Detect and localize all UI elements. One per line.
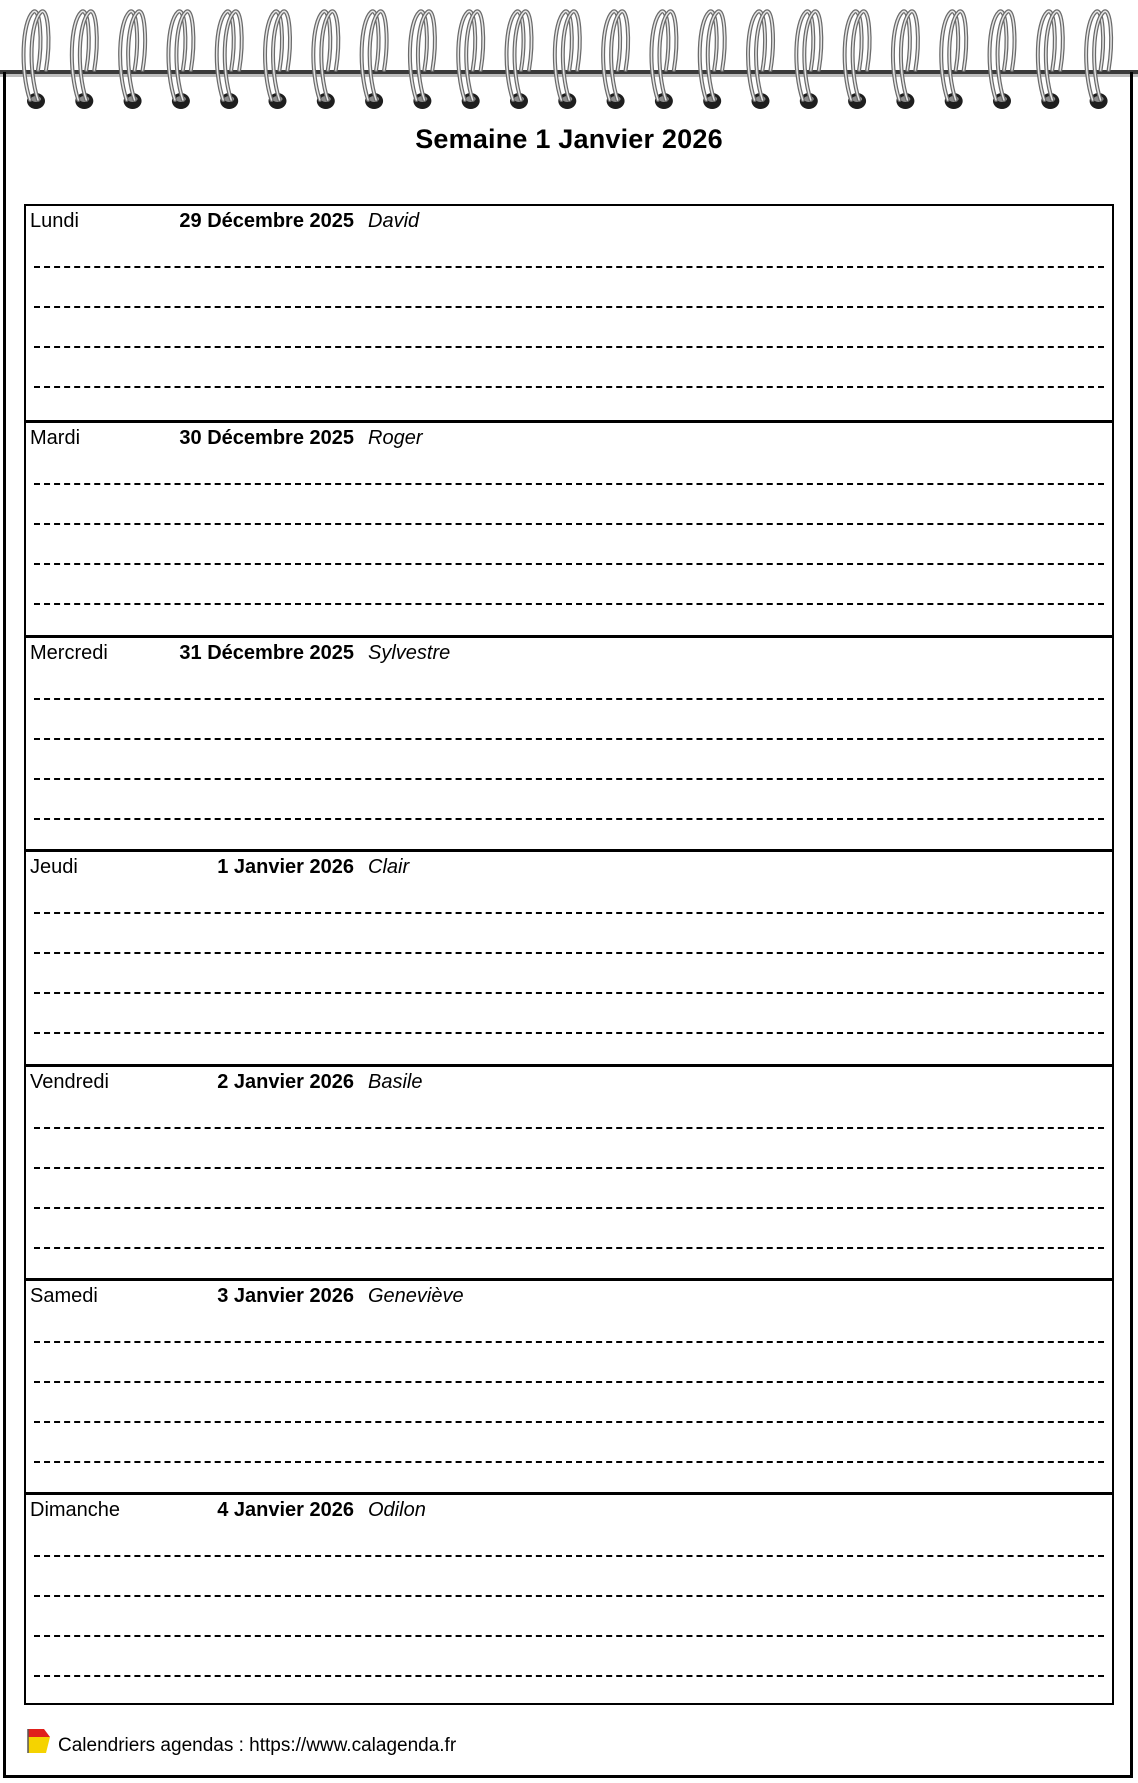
day-name: Jeudi xyxy=(30,856,78,879)
writing-line[interactable] xyxy=(34,346,1104,348)
day-block-friday xyxy=(26,1064,1112,1278)
day-saint: Odilon xyxy=(368,1499,426,1522)
day-name: Dimanche xyxy=(30,1499,121,1522)
writing-line[interactable] xyxy=(34,1207,1104,1209)
day-name: Mercredi xyxy=(30,641,108,664)
writing-line[interactable] xyxy=(34,523,1104,525)
writing-line[interactable] xyxy=(34,266,1104,268)
day-date: 4 Janvier 2026 xyxy=(217,1499,354,1522)
day-block-saturday xyxy=(26,1278,1112,1492)
week-grid xyxy=(24,204,1114,1705)
writing-line[interactable] xyxy=(34,483,1104,485)
day-saint: Clair xyxy=(368,856,410,879)
writing-line[interactable] xyxy=(34,386,1104,388)
writing-line[interactable] xyxy=(34,306,1104,308)
writing-line[interactable] xyxy=(34,563,1104,565)
writing-line[interactable] xyxy=(34,1341,1104,1343)
day-saint: Roger xyxy=(368,427,423,450)
footer-link[interactable]: Calendriers agendas : https://www.calagenda.fr xyxy=(58,1735,457,1756)
day-block-wednesday xyxy=(26,635,1112,849)
day-block-monday xyxy=(26,206,1112,420)
writing-line[interactable] xyxy=(34,1595,1104,1597)
day-date: 2 Janvier 2026 xyxy=(217,1070,354,1093)
writing-line[interactable] xyxy=(34,952,1104,954)
day-block-thursday xyxy=(26,849,1112,1063)
day-date: 30 Décembre 2025 xyxy=(179,427,354,450)
writing-line[interactable] xyxy=(34,1247,1104,1249)
writing-line[interactable] xyxy=(34,1675,1104,1677)
writing-line[interactable] xyxy=(34,818,1104,820)
writing-line[interactable] xyxy=(34,1635,1104,1637)
writing-line[interactable] xyxy=(34,1421,1104,1423)
writing-line[interactable] xyxy=(34,1461,1104,1463)
day-block-sunday xyxy=(26,1492,1112,1706)
writing-line[interactable] xyxy=(34,738,1104,740)
day-name: Lundi xyxy=(30,210,79,232)
writing-line[interactable] xyxy=(34,1032,1104,1034)
writing-line[interactable] xyxy=(34,992,1104,994)
day-saint: David xyxy=(368,210,420,232)
day-saint: Sylvestre xyxy=(368,641,451,664)
writing-line[interactable] xyxy=(34,1381,1104,1383)
day-saint: Basile xyxy=(368,1070,423,1093)
day-block-tuesday xyxy=(26,420,1112,634)
day-saint: Geneviève xyxy=(368,1284,464,1307)
writing-line[interactable] xyxy=(34,1127,1104,1129)
day-date: 29 Décembre 2025 xyxy=(179,210,354,232)
page-title: Semaine 1 Janvier 2026 xyxy=(415,124,723,154)
writing-line[interactable] xyxy=(34,1555,1104,1557)
writing-line[interactable] xyxy=(34,778,1104,780)
calagenda-flag-icon xyxy=(26,1727,52,1755)
day-name: Mardi xyxy=(30,427,81,450)
day-date: 1 Janvier 2026 xyxy=(217,856,354,879)
day-name: Samedi xyxy=(30,1284,98,1307)
day-date: 3 Janvier 2026 xyxy=(217,1284,354,1307)
day-date: 31 Décembre 2025 xyxy=(179,641,354,664)
day-name: Vendredi xyxy=(30,1070,109,1093)
writing-line[interactable] xyxy=(34,1167,1104,1169)
writing-line[interactable] xyxy=(34,912,1104,914)
writing-line[interactable] xyxy=(34,698,1104,700)
writing-line[interactable] xyxy=(34,603,1104,605)
